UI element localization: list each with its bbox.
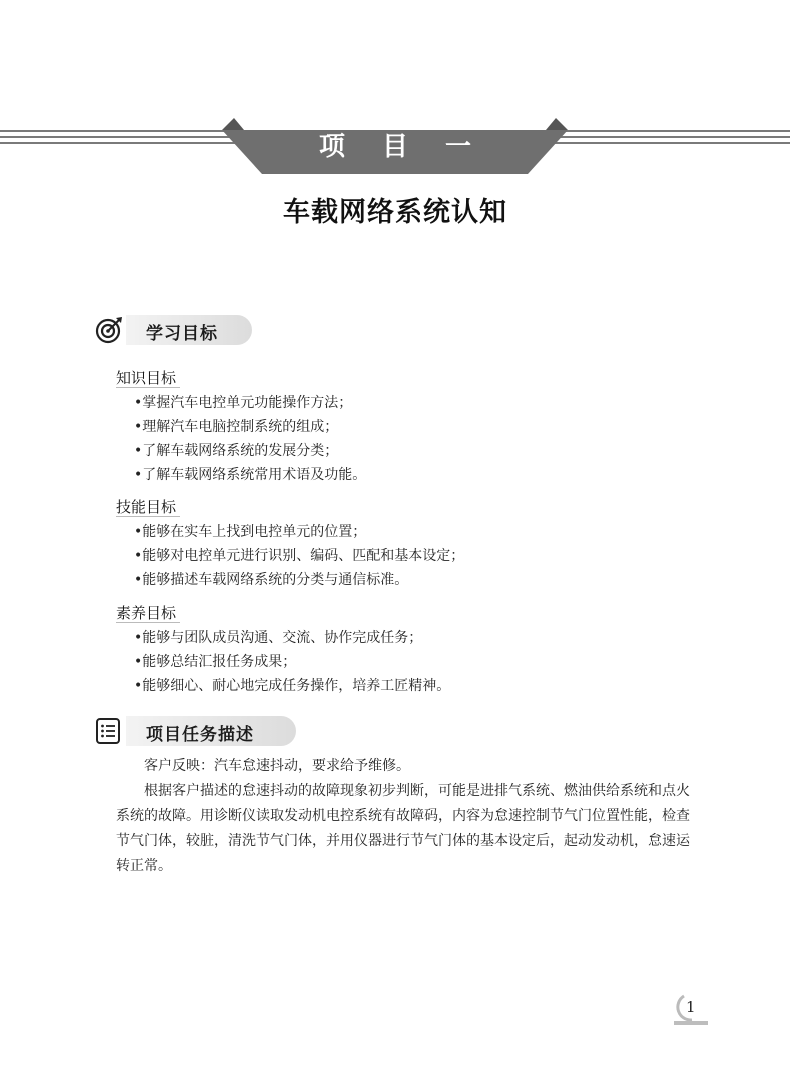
project-banner: [222, 118, 568, 174]
knowledge-item-3: •了解车载网络系统的发展分类；: [134, 443, 339, 459]
skill-objectives-title: 技能目标: [116, 498, 180, 517]
skill-item-3: •能够描述车载网络系统的分类与通信标准。: [134, 572, 409, 588]
task-section-head: [94, 716, 304, 748]
skill-item-2: •能够对电控单元进行识别、编码、匹配和基本设定；: [134, 548, 465, 564]
knowledge-item-2: •理解汽车电脑控制系统的组成；: [134, 419, 339, 435]
task-paragraph-1: 客户反映：汽车怠速抖动，要求给予维修。: [144, 758, 410, 774]
target-icon: [94, 315, 124, 345]
list-icon: [94, 716, 124, 746]
task-paragraph-2: 根据客户描述的怠速抖动的故障现象初步判断，可能是进排气系统、燃油供给系统和点火系统的故障。用诊断仪读取发动机电控系统有故障码，内容为怠速控制节气门位置性能，检查节气门体，较脏，清洗节气门体，并用仪器进行节气门体的基本设定后，起动发动机，怠速运转正常。: [116, 783, 690, 874]
literacy-item-3: •能够细心、耐心地完成任务操作，培养工匠精神。: [134, 678, 451, 694]
project-label: 项 目 一: [318, 132, 486, 162]
page-number: 1: [686, 998, 696, 1016]
objectives-section-head: [94, 315, 264, 347]
knowledge-item-1: •掌握汽车电控单元功能操作方法；: [134, 395, 353, 411]
objectives-heading: 学习目标: [146, 324, 218, 344]
knowledge-objectives-title: 知识目标: [116, 369, 180, 388]
page-title: 车载网络系统认知: [283, 197, 507, 228]
skill-item-1: •能够在实车上找到电控单元的位置；: [134, 524, 367, 540]
literacy-item-1: •能够与团队成员沟通、交流、协作完成任务；: [134, 630, 423, 646]
literacy-objectives-title: 素养目标: [116, 604, 180, 623]
task-description: [116, 754, 690, 879]
page-number-badge: [670, 990, 710, 1030]
literacy-item-2: •能够总结汇报任务成果；: [134, 654, 297, 670]
knowledge-item-4: •了解车载网络系统常用术语及功能。: [134, 467, 367, 483]
task-heading: 项目任务描述: [146, 725, 254, 745]
